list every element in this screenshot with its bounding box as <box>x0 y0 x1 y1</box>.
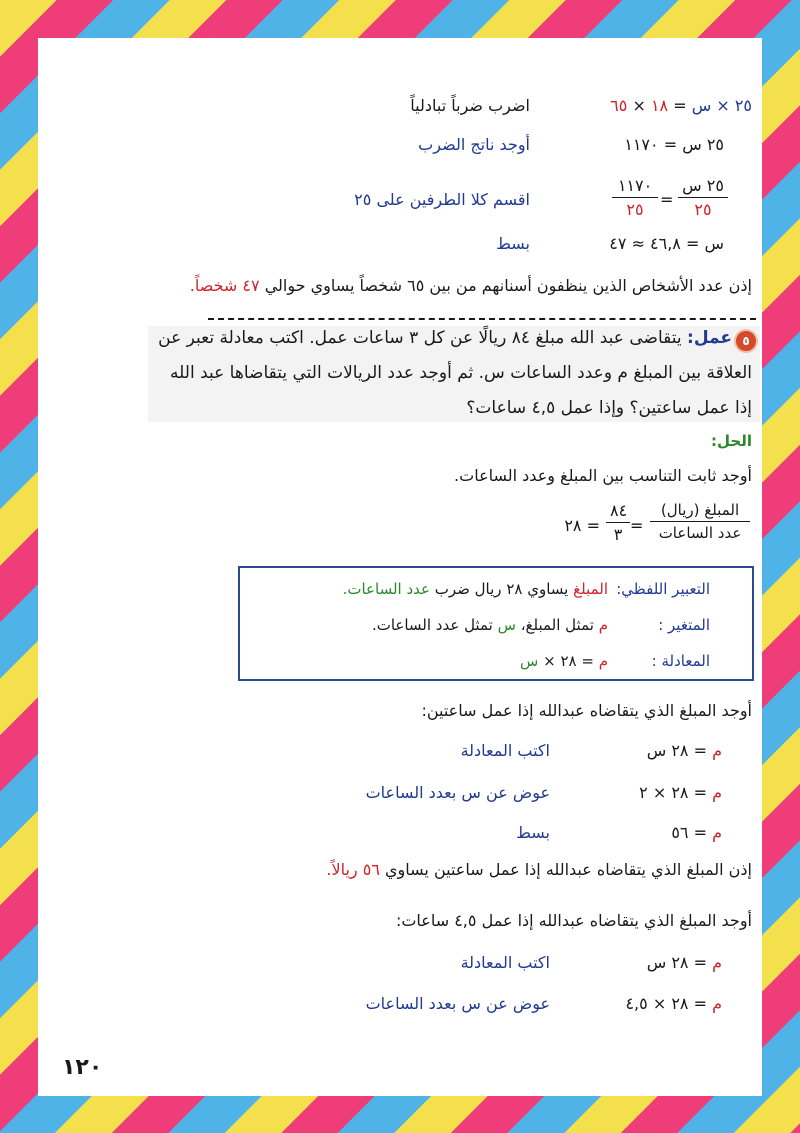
part2-equation-2: م = ٢٨ × ٢ <box>639 783 722 802</box>
verbal-expression: المبلغ يساوي ٢٨ ريال ضرب عدد الساعات. <box>342 580 608 598</box>
verbal-label: التعبير اللفظي: <box>616 580 710 598</box>
page-sheet <box>38 38 762 1096</box>
solution-step-1: أوجد ثابت التناسب بين المبلغ وعدد الساعات. <box>454 466 752 485</box>
step-note: اضرب ضرباً تبادلياً <box>410 96 530 115</box>
part2-equation-3: م = ٥٦ <box>671 823 722 842</box>
step-note: اقسم كلا الطرفين على ٢٥ <box>354 190 530 209</box>
step-note: بسط <box>496 234 530 253</box>
step-note: أوجد ناتج الضرب <box>418 135 530 154</box>
step-note: عوض عن س بعدد الساعات <box>365 994 550 1013</box>
page-number: ١٢٠ <box>62 1055 103 1080</box>
equals-sign: = <box>630 516 644 535</box>
relationship-box <box>238 566 754 681</box>
part2-equation-1: م = ٢٨ س <box>646 741 722 760</box>
part3-equation-1: م = ٢٨ س <box>646 953 722 972</box>
fraction-84-over-3: ٨٤ ٣ <box>606 501 630 544</box>
equals-sign: = <box>660 190 674 209</box>
step-note: اكتب المعادلة <box>460 741 550 760</box>
problem-line-2: العلاقة بين المبلغ م وعدد الساعات س. ثم أوجد عدد الريالات التي يتقاضاها عبد الله <box>170 363 752 383</box>
part3-intro: أوجد المبلغ الذي يتقاضاه عبدالله إذا عمل ٤,٥ ساعات: <box>395 911 752 930</box>
problem-number-badge: ٥ <box>734 329 758 353</box>
part2-intro: أوجد المبلغ الذي يتقاضاه عبدالله إذا عمل ساعتين: <box>421 701 752 720</box>
variable-label: المتغير : <box>658 616 710 634</box>
conclusion: إذن عدد الأشخاص الذين ينظفون أسنانهم من بين ٦٥ شخصاً يساوي حوالي ٤٧ شخصاً. <box>189 276 752 295</box>
equation-result: س = ٤٦,٨ ≈ ٤٧ <box>609 234 724 253</box>
section-divider <box>208 318 756 320</box>
step-note: عوض عن س بعدد الساعات <box>365 783 550 802</box>
variable-definitions: م تمثل المبلغ، س تمثل عدد الساعات. <box>371 616 608 634</box>
fraction-amount-over-hours: المبلغ (ريال) عدد الساعات <box>650 501 750 542</box>
equation: م = ٢٨ × س <box>520 652 608 670</box>
fraction-rhs: ١١٧٠ ٢٥ <box>612 176 658 219</box>
problem-line-3: إذا عمل ساعتين؟ وإذا عمل ٤,٥ ساعات؟ <box>466 398 752 418</box>
solution-label: الحل: <box>711 432 752 450</box>
problem-line-1: عمل: يتقاضى عبد الله مبلغ ٨٤ ريالًا عن كل ٣ ساعات عمل. اكتب معادلة تعبر عن <box>158 328 732 348</box>
equation-label: المعادلة : <box>651 652 710 670</box>
equation-cross-multiply: ٢٥ × س = ١٨ × ٦٥ <box>610 96 752 115</box>
step-note: بسط <box>516 823 550 842</box>
part3-equation-2: م = ٢٨ × ٤,٥ <box>625 994 722 1013</box>
step-note: اكتب المعادلة <box>460 953 550 972</box>
part2-conclusion: إذن المبلغ الذي يتقاضاه عبدالله إذا عمل ساعتين يساوي ٥٦ ريالاً. <box>326 860 752 879</box>
constant-result: = ٢٨ <box>564 516 600 535</box>
fraction-lhs: ٢٥ س ٢٥ <box>678 176 728 219</box>
equation-product: ٢٥ س = ١١٧٠ <box>624 135 724 154</box>
